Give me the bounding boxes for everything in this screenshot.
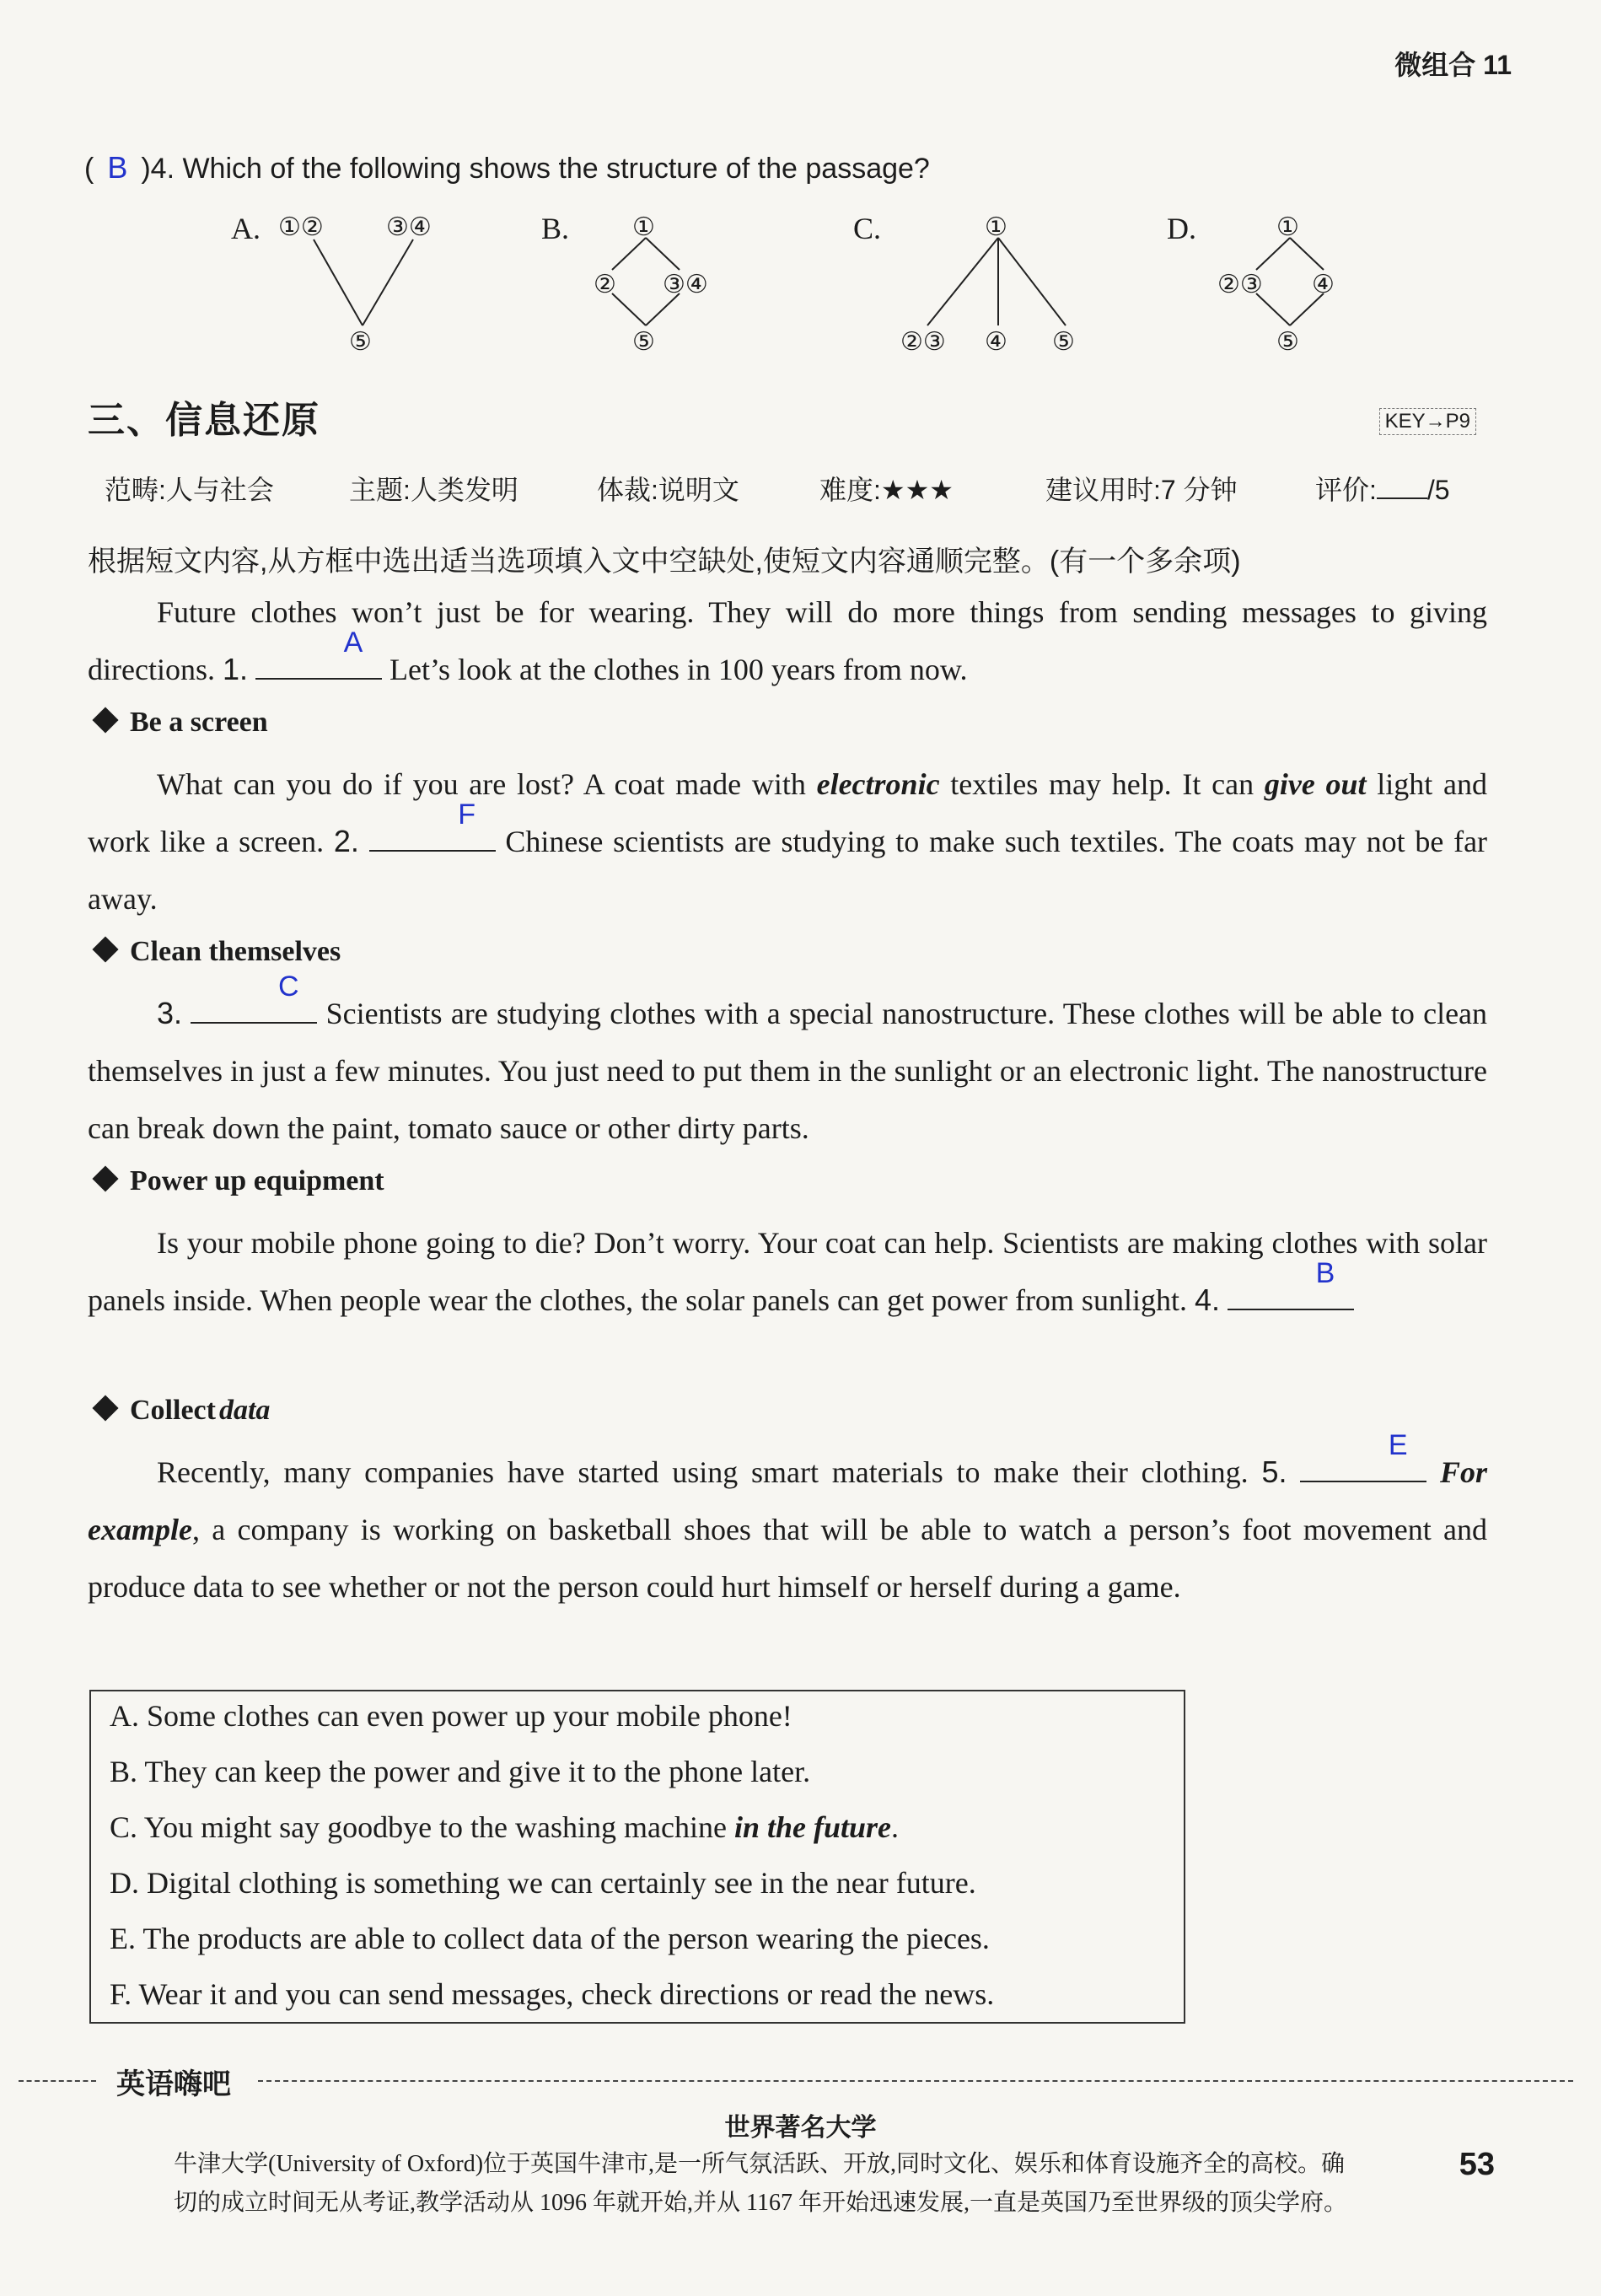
answer-2: F xyxy=(458,798,476,831)
structure-diagrams xyxy=(0,0,1601,388)
option-label: F. xyxy=(110,1977,132,2011)
option-text: . xyxy=(891,1810,900,1844)
blank-3 xyxy=(191,971,317,1024)
footer-divider xyxy=(19,2080,96,2082)
option-row xyxy=(110,1976,994,2012)
blank-number: 5. xyxy=(1261,1454,1287,1489)
paragraph-1 xyxy=(88,755,1487,928)
answer-4: B xyxy=(1315,1257,1335,1289)
text-bold-italic: For example xyxy=(88,1455,1488,1546)
diagram-d-node: ④ xyxy=(1312,271,1335,298)
intro-text: Future clothes won’t just be for wearing. They will do more things from sending messages to giving directions. xyxy=(88,595,1487,686)
text-bold-italic: give out xyxy=(1264,767,1367,801)
answer-1: A xyxy=(343,626,363,659)
diagram-d-node: ②③ xyxy=(1217,271,1263,298)
diagram-b-line xyxy=(612,293,646,325)
answer-3: C xyxy=(278,971,299,1003)
text: Recently, many companies have started using smart materials to make their clothing. xyxy=(157,1455,1249,1489)
option-text: They can keep the power and give it to the phone later. xyxy=(144,1755,811,1788)
subheading-text: Be a screen xyxy=(130,707,268,738)
answer-5: E xyxy=(1388,1429,1408,1461)
paren-close: ) xyxy=(141,153,151,185)
option-label: A. xyxy=(110,1699,139,1733)
blank-1 xyxy=(255,626,382,680)
subheading-text: Collect xyxy=(130,1395,216,1426)
diagram-c-node: ⑤ xyxy=(1052,328,1075,356)
diagram-b-node: ③④ xyxy=(663,271,708,298)
option-a-label: A. xyxy=(231,212,261,245)
option-text-bold-italic: in the future xyxy=(733,1810,892,1844)
diagram-c-node: ④ xyxy=(985,328,1007,356)
score-label: 评价: xyxy=(1315,475,1377,505)
subheading-4 xyxy=(88,1395,270,1427)
diagram-a-node: ⑤ xyxy=(349,328,372,356)
subheading-text: Power up equipment xyxy=(130,1165,384,1196)
score-blank xyxy=(1377,476,1427,499)
diagram-b-node: ② xyxy=(594,271,616,298)
score-max: /5 xyxy=(1426,475,1450,505)
text-bold-italic: electronic xyxy=(816,767,940,801)
intro-text: Let’s look at the clothes in 100 years from now. xyxy=(390,653,968,686)
option-c-label: C. xyxy=(853,212,882,245)
diagram-c-line xyxy=(927,238,998,325)
option-text: Wear it and you can send messages, check directions or read the news. xyxy=(138,1977,995,2011)
paragraph-3 xyxy=(88,1214,1487,1329)
diagram-b-node: ① xyxy=(632,213,655,241)
meta-difficulty: 难度:★★★ xyxy=(819,475,954,505)
meta-time: 建议用时:7 分钟 xyxy=(1045,475,1238,505)
diamond-bullet-icon xyxy=(92,936,118,962)
option-text: Some clothes can even power up your mobile phone! xyxy=(147,1699,792,1733)
meta-score xyxy=(1315,469,1450,508)
text: , a company is working on basketball shoes that will be able to watch a person’s foot movement and produce data to see whether or not the person could hurt himself or herself during a game. xyxy=(88,1513,1487,1604)
blank-number: 1. xyxy=(222,652,248,686)
text: textiles may help. It can xyxy=(950,767,1254,801)
option-label: C. xyxy=(110,1810,138,1844)
diagram-c-line xyxy=(998,238,1066,325)
diamond-bullet-icon xyxy=(92,707,118,733)
option-text: You might say goodbye to the washing machine xyxy=(143,1810,727,1844)
instructions: 根据短文内容,从方框中选出适当选项填入文中空缺处,使短文内容通顺完整。(有一个多余项) xyxy=(88,546,1241,578)
key-reference: KEY→P9 xyxy=(1379,408,1476,435)
option-b-label: B. xyxy=(541,212,570,245)
option-label: B. xyxy=(110,1755,138,1788)
footer-title: 英语嗨吧 xyxy=(116,2068,231,2100)
text: Scientists are studying clothes with a special nanostructure. These clothes will be able to clean themselves in just a few minutes. You just need to put them in the sunlight or an electronic light. The nanostructure can break down the paint, tomato sauce or other dirty parts. xyxy=(88,997,1488,1145)
diagram-b-line xyxy=(612,238,646,270)
option-d-label: D. xyxy=(1167,212,1196,245)
diagram-b-line xyxy=(646,238,680,270)
option-label: E. xyxy=(110,1922,136,1955)
note-title: 世界著名大学 xyxy=(724,2114,877,2142)
option-row xyxy=(110,1698,792,1734)
diagram-a-line xyxy=(314,239,363,325)
subheading-3 xyxy=(88,1165,384,1197)
diagram-d-line xyxy=(1256,238,1290,270)
subheading-text-italic: data xyxy=(218,1395,271,1426)
answer-q4: B xyxy=(107,150,128,185)
diagram-d-node: ① xyxy=(1276,213,1299,241)
diagram-b-node: ⑤ xyxy=(632,328,655,356)
blank-5 xyxy=(1300,1429,1426,1482)
diagram-d-node: ⑤ xyxy=(1276,328,1299,356)
paragraph-4 xyxy=(88,1429,1488,1616)
diagram-a-node: ③④ xyxy=(386,213,432,241)
meta-theme: 主题:人类发明 xyxy=(349,475,518,505)
diamond-bullet-icon xyxy=(92,1165,118,1191)
subheading-text: Clean themselves xyxy=(130,936,341,967)
question-text: Which of the following shows the structure of the passage? xyxy=(182,153,930,185)
option-text: The products are able to collect data of the person wearing the pieces. xyxy=(142,1922,990,1955)
blank-2 xyxy=(369,798,496,852)
page-number: 53 xyxy=(1459,2147,1495,2182)
diagram-a-line xyxy=(363,239,413,325)
text: light and work like a screen. xyxy=(88,767,1488,858)
paren-open: ( xyxy=(84,153,94,185)
meta-genre: 体裁:说明文 xyxy=(597,475,739,505)
passage-intro xyxy=(88,583,1487,698)
note-line-2: 切的成立时间无从考证,教学活动从 1096 年就开始,并从 1167 年开始迅速发展,一直是英国乃至世界级的顶尖学府。 xyxy=(174,2190,1347,2216)
meta-category: 范畴:人与社会 xyxy=(105,475,274,505)
option-row xyxy=(110,1865,976,1901)
blank-number: 4. xyxy=(1194,1282,1220,1317)
option-row xyxy=(110,1809,899,1845)
diagram-c-node: ① xyxy=(985,213,1007,241)
note-line-1: 牛津大学(University of Oxford)位于英国牛津市,是一所气氛活跃、开放,同时文化、娱乐和体育设施齐全的高校。确 xyxy=(174,2151,1346,2177)
paragraph-2 xyxy=(88,971,1488,1157)
footer-divider xyxy=(258,2080,1573,2082)
diamond-bullet-icon xyxy=(92,1395,118,1421)
option-row xyxy=(110,1921,990,1956)
diagram-d-line xyxy=(1290,238,1324,270)
text: Chinese scientists are studying to make such textiles. The coats may not be far away. xyxy=(88,825,1488,916)
blank-number: 3. xyxy=(157,996,183,1030)
section-tag: 微组合 11 xyxy=(1394,50,1512,80)
section-title: 三、信息还原 xyxy=(88,400,320,441)
question-number: 4. xyxy=(150,153,175,185)
text: What can you do if you are lost? A coat made with xyxy=(157,767,806,801)
option-label: D. xyxy=(110,1866,139,1900)
diagram-c-node: ②③ xyxy=(900,328,946,356)
subheading-1 xyxy=(88,707,268,739)
option-text: Digital clothing is something we can certainly see in the near future. xyxy=(147,1866,976,1900)
diagram-a-node: ①② xyxy=(278,213,324,241)
text: Is your mobile phone going to die? Don’t worry. Your coat can help. Scientists are making clothes with solar panels inside. When people wear the clothes, the solar panels can get power from sunlight. xyxy=(88,1226,1487,1317)
option-row xyxy=(110,1754,810,1789)
options-box xyxy=(89,1690,1185,2024)
blank-number: 2. xyxy=(333,824,359,858)
blank-4 xyxy=(1228,1257,1354,1310)
